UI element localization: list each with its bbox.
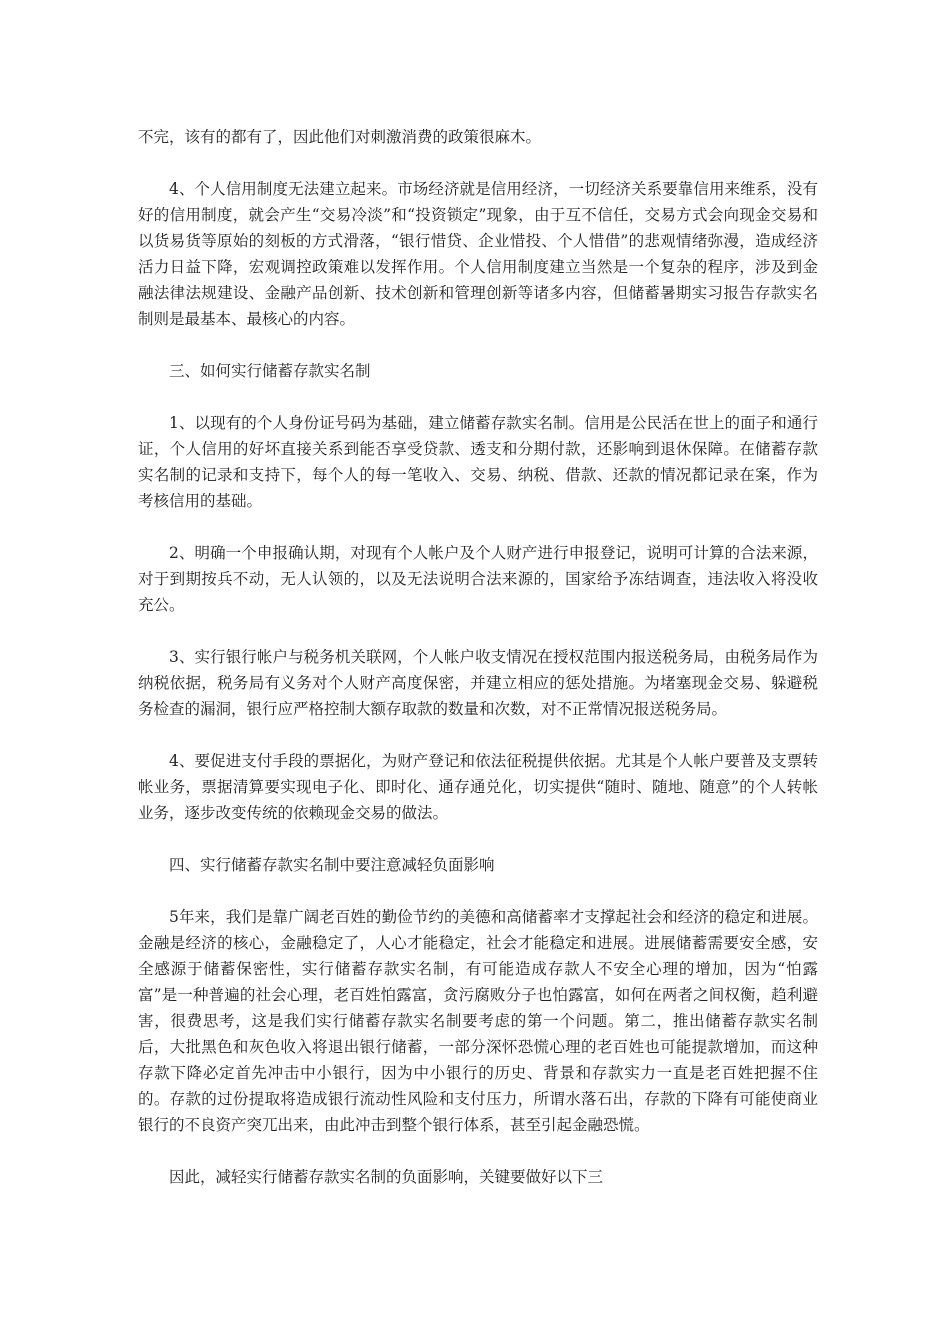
paragraph-negative-impact: 5年来，我们是靠广阔老百姓的勤俭节约的美德和高储蓄率才支撑起社会和经济的稳定和进展。金融是经济的核心，金融稳定了，人心才能稳定，社会才能稳定和进展。进展储蓄需要安全感，安全感源于储蓄保密性，实行储蓄存款实名制，有可能造成存款人不安全心理的增加，因为“怕露富”是一种普遍的社会心理，老百姓怕露富，贪污腐败分子也怕露富，如何在两者之间权衡，趋利避害，很费思考，这是我们实行储蓄存款实名制要考虑的第一个问题。第二，推出储蓄存款实名制后，大批黑色和灰色收入将退出银行储蓄，一部分深怀恐慌心理的老百姓也可能提款增加，而这种存款下降必定首先冲击中小银行，因为中小银行的历史、背景和存款实力一直是老百姓把握不住的。存款的过份提取将造成银行流动性风险和支付压力，所谓水落石出，存款的下降有可能使商业银行的不良资产突兀出来，由此冲击到整个银行体系，甚至引起金融恐慌。 — [138, 908, 818, 1134]
paragraph-item-4: 4、要促进支付手段的票据化，为财产登记和依法征税提供依据。尤其是个人帐户要普及支票转帐业务，票据清算要实现电子化、即时化、通存通兑化，切实提供“随时、随地、随意”的个人转帐业务，逐步改变传统的依赖现金交易的做法。 — [138, 752, 818, 822]
paragraph-continuation: 不完，该有的都有了，因此他们对刺激消费的政策很麻木。 — [138, 128, 542, 146]
paragraph-credit-system: 4、个人信用制度无法建立起来。市场经济就是信用经济，一切经济关系要靠信用来维系，没有好的信用制度，就会产生“交易冷淡”和“投资锁定”现象，由于互不信任，交易方式会向现金交易和以货易货等原始的刻板的方式滑落，“银行惜贷、企业惜投、个人惜借”的悲观情绪弥漫，造成经济活力日益下降，宏观调控政策难以发挥作用。个人信用制度建立当然是一个复杂的程序，涉及到金融法律法规建设、金融产品创新、技术创新和管理创新等诸多内容，但储蓄暑期实习报告存款实名制则是最基本、最核心的内容。 — [138, 180, 818, 328]
document-body — [138, 124, 818, 1216]
paragraph-item-1: 1、以现有的个人身份证号码为基础，建立储蓄存款实名制。信用是公民活在世上的面子和通行证，个人信用的好坏直接关系到能否享受贷款、透支和分期付款，还影响到退休保障。在储蓄存款实名制的记录和支持下，每个人的每一笔收入、交易、纳税、借款、还款的情况都记录在案，作为考核信用的基础。 — [138, 414, 818, 510]
paragraph-conclusion: 因此，减轻实行储蓄存款实名制的负面影响，关键要做好以下三 — [169, 1168, 604, 1186]
section-heading-four: 四、实行储蓄存款实名制中要注意减轻负面影响 — [169, 856, 495, 874]
paragraph-item-3: 3、实行银行帐户与税务机关联网，个人帐户收支情况在授权范围内报送税务局，由税务局作为纳税依据，税务局有义务对个人财产高度保密，并建立相应的惩处措施。为堵塞现金交易、躲避税务检查的漏洞，银行应严格控制大额存取款的数量和次数，对不正常情况报送税务局。 — [138, 648, 818, 718]
section-heading-three: 三、如何实行储蓄存款实名制 — [169, 362, 371, 380]
paragraph-item-2: 2、明确一个申报确认期，对现有个人帐户及个人财产进行申报登记，说明可计算的合法来源，对于到期按兵不动，无人认领的，以及无法说明合法来源的，国家给予冻结调查，违法收入将没收充公。 — [138, 544, 818, 614]
